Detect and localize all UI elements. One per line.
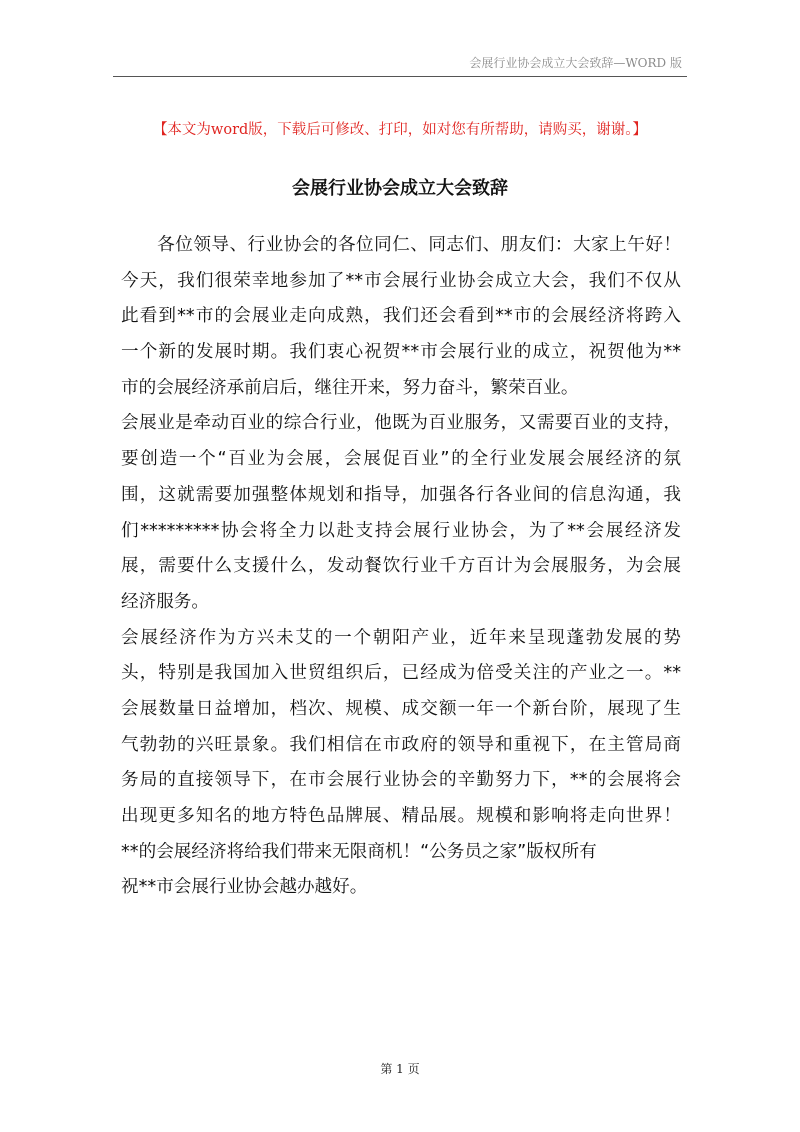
paragraph-line: 们*********协会将全力以赴支持会展行业协会，为了**会展经济发 xyxy=(121,520,681,541)
paragraph-line: 此看到**市的会展业走向成熟，我们还会看到**市的会展经济将跨入 xyxy=(121,306,681,327)
paragraph-line: 一个新的发展时期。我们衷心祝贺**市会展行业的成立，祝贺他为** xyxy=(121,342,681,363)
paragraph-1 xyxy=(121,228,681,406)
paragraph-line: 头，特别是我国加入世贸组织后，已经成为倍受关注的产业之一。** xyxy=(121,663,681,684)
paragraph-line: 经济服务。 xyxy=(121,591,209,612)
paragraph-2 xyxy=(121,406,681,620)
paragraph-line: 务局的直接领导下，在市会展行业协会的辛勤努力下，**的会展将会 xyxy=(121,770,681,791)
paragraph-line: **的会展经济将给我们带来无限商机！“公务员之家”版权所有 xyxy=(121,841,597,862)
paragraph-line: 会展经济作为方兴未艾的一个朝阳产业，近年来呈现蓬勃发展的势 xyxy=(121,627,681,648)
paragraph-line: 气勃勃的兴旺景象。我们相信在市政府的领导和重视下，在主管局商 xyxy=(121,734,681,755)
paragraph-line: 祝**市会展行业协会越办越好。 xyxy=(121,877,368,898)
paragraph-line: 会展业是牵动百业的综合行业，他既为百业服务，又需要百业的支持， xyxy=(121,413,681,434)
paragraph-line: 各位领导、行业协会的各位同仁、同志们、朋友们：大家上午好！ xyxy=(121,235,681,255)
paragraph-line: 展，需要什么支援什么，发动餐饮行业千方百计为会展服务，为会展 xyxy=(121,556,681,577)
purchase-notice: 【本文为word版，下载后可修改、打印，如对您有所帮助，请购买，谢谢。】 xyxy=(152,122,648,138)
paragraph-3 xyxy=(121,621,681,871)
paragraph-4 xyxy=(121,870,681,906)
paragraph-line: 今天，我们很荣幸地参加了**市会展行业协会成立大会，我们不仅从 xyxy=(121,270,681,291)
paragraph-line: 市的会展经济承前启后，继往开来，努力奋斗，繁荣百业。 xyxy=(121,377,579,398)
paragraph-line: 会展数量日益增加，档次、规模、成交额一年一个新台阶，展现了生 xyxy=(121,698,681,719)
paragraph-line: 要创造一个“百业为会展，会展促百业”的全行业发展会展经济的氛 xyxy=(121,449,681,470)
paragraph-line: 围，这就需要加强整体规划和指导，加强各行各业间的信息沟通，我 xyxy=(121,484,681,505)
document-title: 会展行业协会成立大会致辞 xyxy=(292,178,508,199)
page-number: 第 1 页 xyxy=(380,1062,420,1076)
running-header-title: 会展行业协会成立大会致辞—WORD 版 xyxy=(469,56,682,70)
paragraph-line: 出现更多知名的地方特色品牌展、精品展。规模和影响将走向世界！ xyxy=(121,806,681,826)
header-divider xyxy=(113,76,687,77)
document-body xyxy=(121,228,681,906)
